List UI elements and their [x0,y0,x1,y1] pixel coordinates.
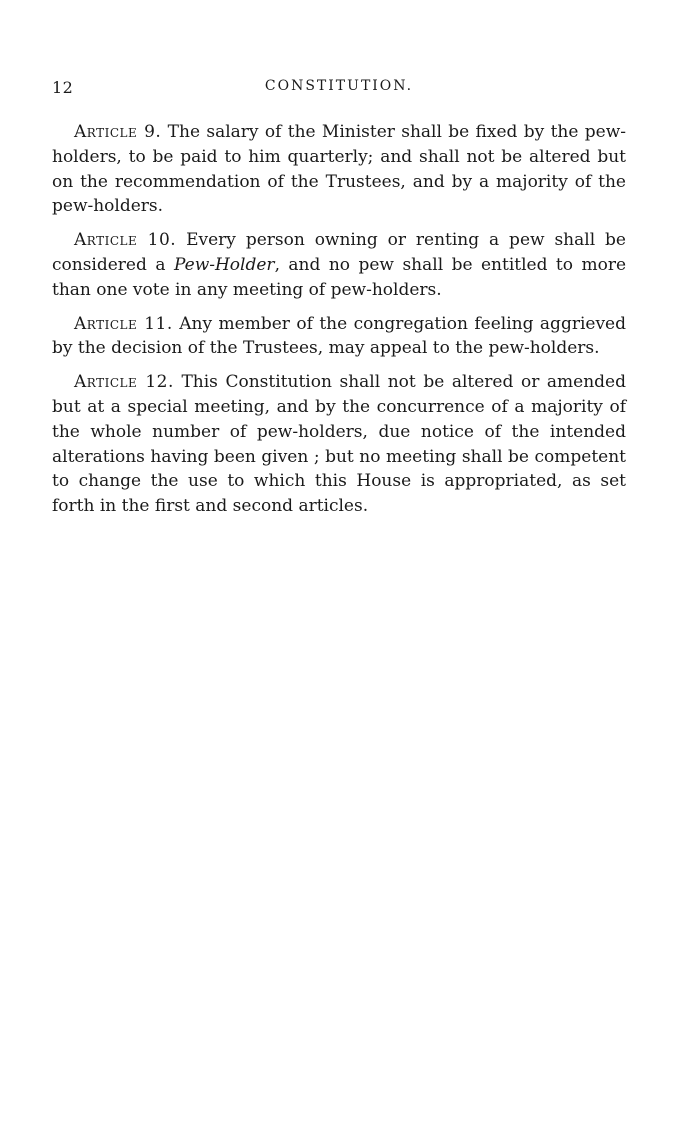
article-label: Article 11. [74,313,173,334]
article-text: Any member of the congregation feeling aggrieved by the decision of the Trustees, may appeal to the pew-holders. [52,313,626,359]
article-text-continued: , and no pew shall be entitled to more than one vote in any meeting of pew-holders. [52,254,627,300]
running-title: CONSTITUTION. [264,78,414,94]
article-12 [52,370,626,519]
article-label: Article 9. [74,122,162,142]
page-number: 12 [52,78,74,97]
article-10 [52,228,626,302]
article-list [52,120,626,528]
article-label: Article 12. [74,372,174,393]
running-head [52,78,626,102]
article-9 [52,120,626,219]
article-text: This Constitution shall not be altered or amended but at a special meeting, and by the concurrence of a majority of the whole number of pew-holders, due notice of the intended alterations having been given ; but no meeting shall be competent to change the use to which this House is appropriated, as set forth in the first and second articles. [52,372,626,517]
article-text: Every person owning or renting a pew shall be considered a [52,230,626,275]
article-11 [52,312,626,362]
article-emphasis: Pew-Holder [173,254,275,275]
article-text: The salary of the Minister shall be fixed by the pew-holders, to be paid to him quarterly; and shall not be altered but on the recommendation of the Trustees, and by a majority of the pew-holders. [52,122,626,217]
article-label: Article 10. [74,230,177,251]
